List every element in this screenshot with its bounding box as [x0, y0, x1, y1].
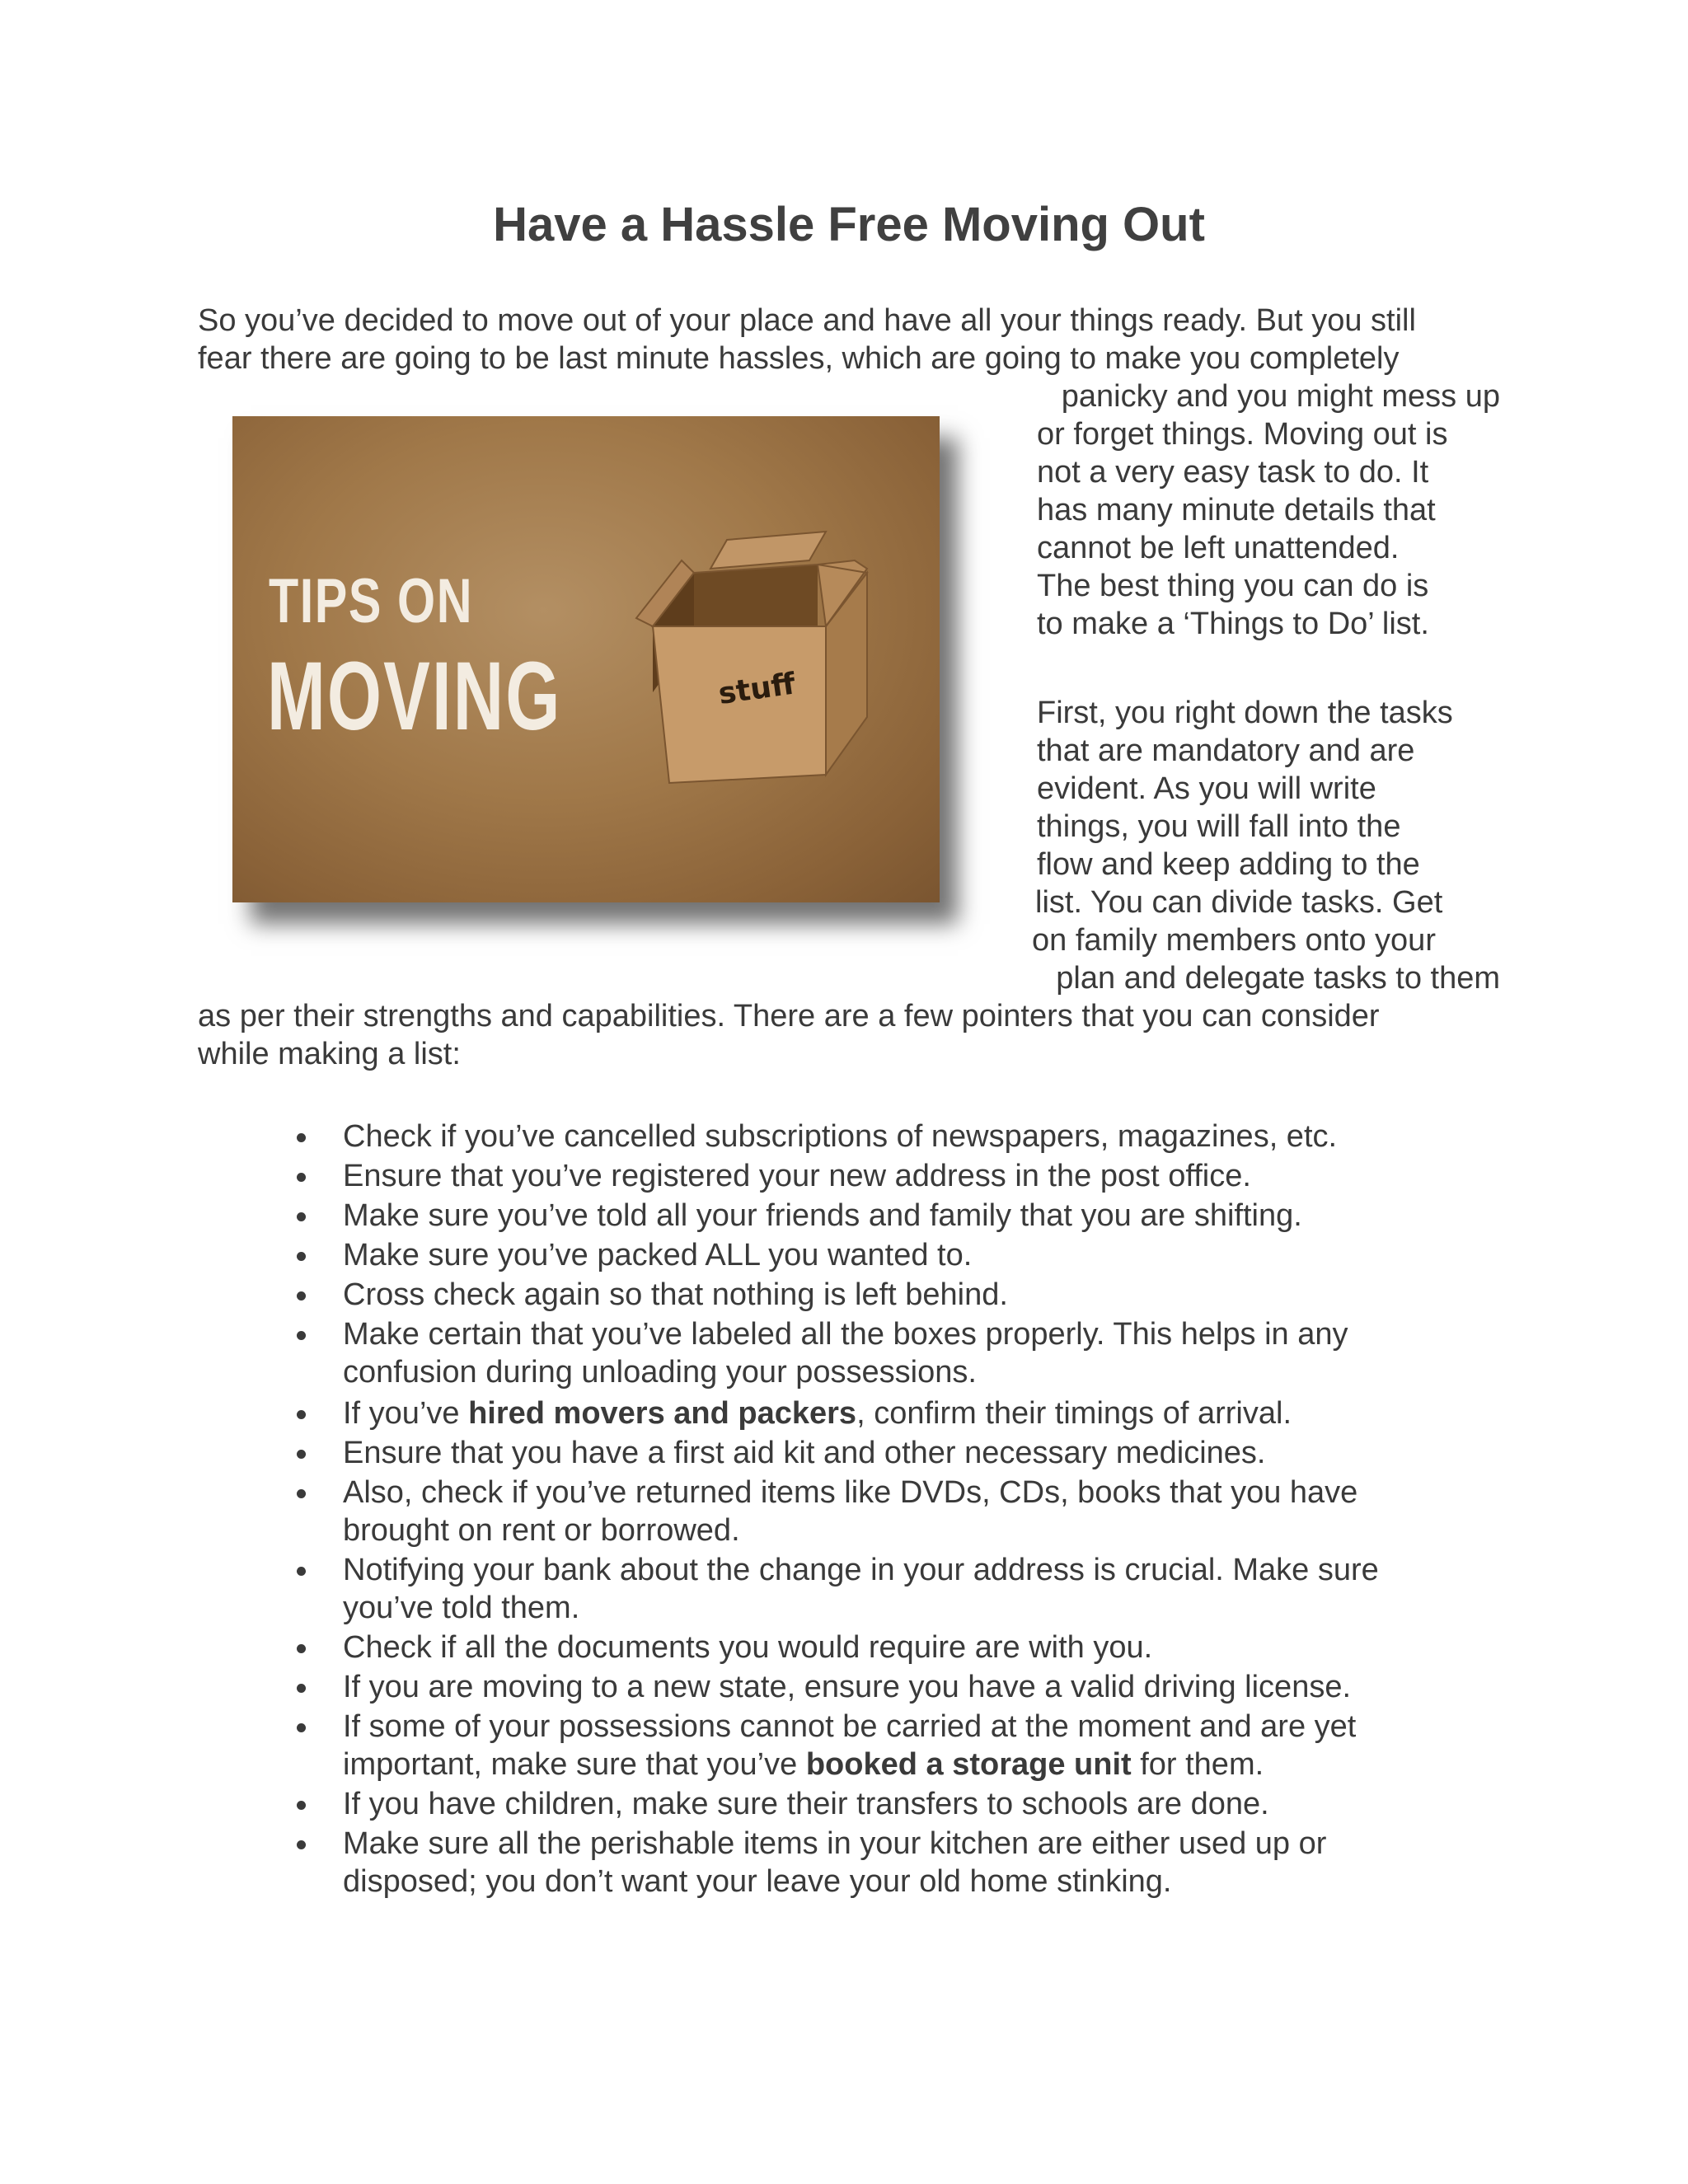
- image-title-line1: TIPS ON: [269, 566, 474, 636]
- list-item-continuation: [343, 1746, 1264, 1783]
- list-item: [343, 1668, 1351, 1706]
- list-item: [343, 1315, 1348, 1353]
- wrap-line: cannot be left unattended.: [1037, 531, 1400, 565]
- list-item: [343, 1474, 1357, 1511]
- intro-line: fear there are going to be last minute hassles, which are going to make you completely: [198, 341, 1400, 376]
- bullet-dot: [297, 1723, 306, 1732]
- list-item: [343, 1118, 1337, 1155]
- list-item: [343, 1825, 1326, 1863]
- bullet-dot: [297, 1801, 306, 1810]
- bullet-dot: [297, 1291, 306, 1301]
- wrap-line: flow and keep adding to the: [1037, 847, 1420, 882]
- continue-line: as per their strengths and capabilities. There are a few pointers that you can consider: [198, 999, 1380, 1033]
- wrap-line: on family members onto your: [1032, 923, 1436, 958]
- bullet-dot: [297, 1252, 306, 1261]
- list-item-text: If you’ve: [343, 1396, 469, 1431]
- list-item-text: Check if you’ve cancelled subscriptions of newspapers, magazines, etc.: [343, 1119, 1338, 1154]
- wrap-line: things, you will fall into the: [1037, 809, 1401, 844]
- list-item-text: for them.: [1131, 1747, 1264, 1782]
- wrap-line: to make a ‘Things to Do’ list.: [1037, 607, 1429, 641]
- wrap-line: panicky and you might mess up: [1061, 379, 1500, 414]
- list-item-continuation: [343, 1511, 740, 1549]
- list-item-text: disposed; you don’t want your leave your old home stinking.: [343, 1864, 1172, 1899]
- list-item-text: , confirm their timings of arrival.: [856, 1396, 1292, 1431]
- list-item-text: Also, check if you’ve returned items like DVDs, CDs, books that you have: [343, 1475, 1358, 1510]
- wrap-line: evident. As you will write: [1037, 771, 1376, 806]
- list-item: [343, 1197, 1302, 1235]
- list-item: [343, 1236, 972, 1274]
- list-item-text: you’ve told them.: [343, 1591, 580, 1625]
- wrap-line: or forget things. Moving out is: [1037, 417, 1448, 452]
- bullet-dot: [297, 1212, 306, 1221]
- list-item-text: Check if all the documents you would require are with you.: [343, 1630, 1153, 1665]
- bullet-dot: [297, 1644, 306, 1653]
- list-item: [343, 1157, 1251, 1195]
- bullet-dot: [297, 1173, 306, 1182]
- wrap-line: The best thing you can do is: [1037, 569, 1429, 603]
- list-item: [343, 1434, 1265, 1472]
- list-item: [343, 1708, 1356, 1746]
- wrap-line: list. You can divide tasks. Get: [1035, 885, 1443, 920]
- bullet-dot: [297, 1331, 306, 1340]
- wrap-line: plan and delegate tasks to them: [1056, 961, 1500, 996]
- cardboard-box-icon: [620, 527, 892, 791]
- continue-line: while making a list:: [198, 1037, 461, 1071]
- list-item: [343, 1785, 1269, 1823]
- list-item-continuation: [343, 1589, 579, 1627]
- list-item-text: Make sure you’ve packed ALL you wanted to.: [343, 1238, 973, 1272]
- image-title-line2: MOVING: [267, 642, 562, 751]
- list-item-text: Make sure you’ve told all your friends and family that you are shifting.: [343, 1198, 1302, 1233]
- list-item-text: confusion during unloading your possessions.: [343, 1355, 977, 1390]
- list-item-bold-text: booked a storage unit: [805, 1747, 1132, 1782]
- box-label: stuff: [716, 667, 798, 711]
- bullet-dot: [297, 1450, 306, 1459]
- list-item-text: Notifying your bank about the change in your address is crucial. Make sure: [343, 1553, 1379, 1587]
- list-item-continuation: [343, 1353, 977, 1391]
- list-item-text: Make sure all the perishable items in your kitchen are either used up or: [343, 1826, 1327, 1861]
- list-item-text: Ensure that you have a first aid kit and other necessary medicines.: [343, 1436, 1266, 1470]
- bullet-dot: [297, 1840, 306, 1849]
- wrap-line: has many minute details that: [1037, 493, 1436, 527]
- bullet-dot: [297, 1410, 306, 1419]
- list-item-text: important, make sure that you’ve: [343, 1747, 806, 1782]
- list-item-continuation: [343, 1863, 1171, 1900]
- list-item-text: If you are moving to a new state, ensure you have a valid driving license.: [343, 1670, 1352, 1704]
- tips-on-moving-image: [232, 416, 940, 902]
- list-item-text: If you have children, make sure their transfers to schools are done.: [343, 1787, 1269, 1821]
- document-title: Have a Hassle Free Moving Out: [493, 198, 1205, 251]
- list-item: [343, 1551, 1379, 1589]
- list-item-text: Cross check again so that nothing is left behind.: [343, 1277, 1008, 1312]
- list-item-text: If some of your possessions cannot be carried at the moment and are yet: [343, 1709, 1357, 1744]
- list-item: [343, 1394, 1292, 1432]
- bullet-dot: [297, 1133, 306, 1142]
- bullet-dot: [297, 1684, 306, 1693]
- bullet-dot: [297, 1489, 306, 1498]
- bullet-dot: [297, 1567, 306, 1576]
- list-item-text: Make certain that you’ve labeled all the boxes properly. This helps in any: [343, 1317, 1348, 1352]
- list-item-text: brought on rent or borrowed.: [343, 1513, 740, 1548]
- list-item-bold-text: hired movers and packers: [468, 1396, 857, 1431]
- list-item: [343, 1276, 1008, 1314]
- list-item: [343, 1629, 1152, 1666]
- intro-line: So you’ve decided to move out of your place and have all your things ready. But you still: [198, 303, 1416, 338]
- wrap-line: that are mandatory and are: [1037, 733, 1415, 768]
- list-item-text: Ensure that you’ve registered your new address in the post office.: [343, 1159, 1251, 1193]
- wrap-line: not a very easy task to do. It: [1037, 455, 1429, 490]
- wrap-line: First, you right down the tasks: [1037, 696, 1453, 730]
